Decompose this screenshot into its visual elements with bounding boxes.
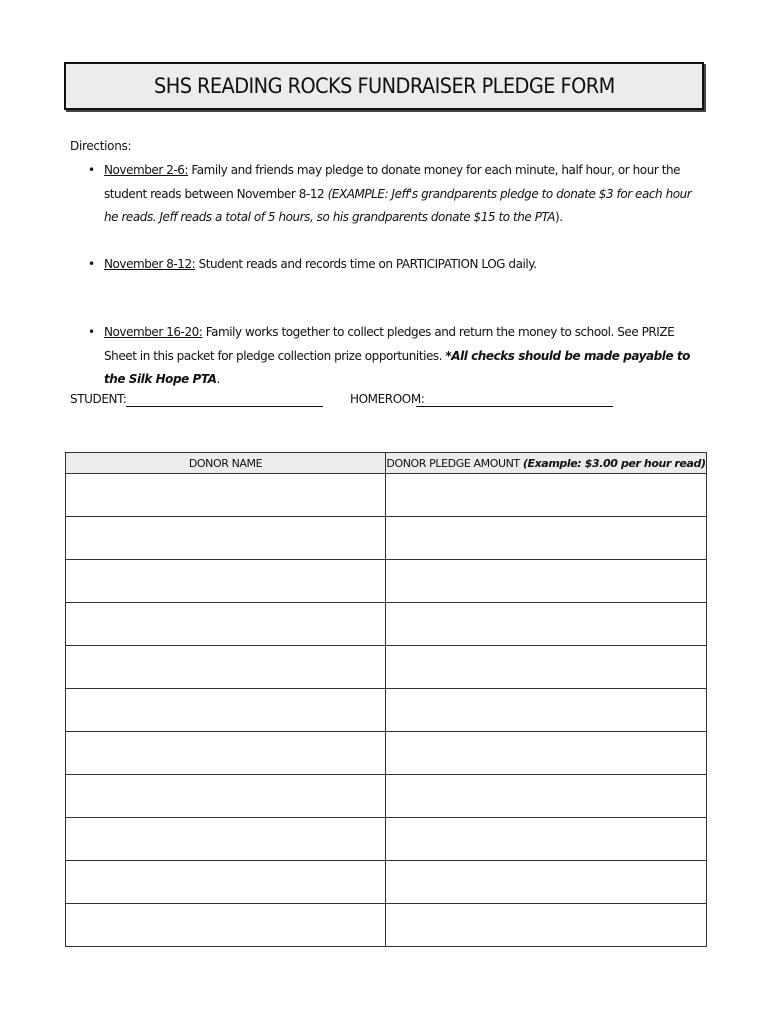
table-row: [66, 904, 707, 947]
pledge-amount-header: DONOR PLEDGE AMOUNT (Example: $3.00 per hour read): [386, 453, 707, 474]
direction-tail: ).: [555, 210, 563, 224]
table-row: [66, 775, 707, 818]
table-row: [66, 517, 707, 560]
bullet-dot-icon: •: [88, 257, 95, 271]
student-label: STUDENT:: [70, 392, 127, 406]
pledge-table: [65, 452, 707, 947]
direction-note: *All checks should be made payable to the Silk Hope PTA: [104, 348, 690, 386]
pledge-amount-cell[interactable]: [386, 818, 707, 861]
direction-tail: .: [216, 372, 220, 386]
homeroom-field[interactable]: [416, 406, 613, 407]
donor-name-cell[interactable]: [66, 560, 386, 603]
table-row: [66, 818, 707, 861]
pledge-amount-cell[interactable]: [386, 775, 707, 818]
donor-name-cell[interactable]: [66, 732, 386, 775]
directions-label: Directions:: [70, 139, 132, 153]
direction-example: (EXAMPLE: Jeff's grandparents pledge to donate $3 for each hour he reads. Jeff reads a total of 5 hours, so his grandparents donate $15 to the PTA: [104, 186, 692, 224]
direction-text: Family and friends may pledge to donate money for each minute, half hour, or hour the student reads between November 8-12: [104, 163, 681, 201]
pledge-amount-example: (Example: $3.00 per hour read): [522, 456, 706, 470]
pledge-amount-cell[interactable]: [386, 861, 707, 904]
table-row: [66, 861, 707, 904]
donor-name-cell[interactable]: [66, 603, 386, 646]
direction-date: November 8-12:: [104, 257, 196, 271]
bullet-dot-icon: •: [88, 163, 95, 177]
table-row: [66, 732, 707, 775]
pledge-amount-cell[interactable]: [386, 474, 707, 517]
student-field[interactable]: [126, 406, 323, 407]
direction-text: Family works together to collect pledges and return the money to school. See PRIZE Sheet in this packet for pledge collection prize opportunities.: [104, 325, 675, 363]
table-row: [66, 603, 707, 646]
table-row: [66, 689, 707, 732]
pledge-amount-cell[interactable]: [386, 517, 707, 560]
donor-name-cell[interactable]: [66, 861, 386, 904]
form-title-box: [64, 62, 704, 110]
donor-name-cell[interactable]: [66, 517, 386, 560]
pledge-amount-cell[interactable]: [386, 689, 707, 732]
pledge-amount-cell[interactable]: [386, 560, 707, 603]
pledge-amount-cell[interactable]: [386, 646, 707, 689]
pledge-amount-cell[interactable]: [386, 732, 707, 775]
table-row: [66, 474, 707, 517]
donor-name-cell[interactable]: [66, 904, 386, 947]
direction-date: November 2-6:: [104, 163, 189, 177]
donor-name-cell[interactable]: [66, 775, 386, 818]
pledge-amount-cell[interactable]: [386, 603, 707, 646]
direction-text: Student reads and records time on PARTICIPATION LOG daily.: [195, 257, 537, 271]
table-row: [66, 560, 707, 603]
donor-name-header: DONOR NAME: [66, 453, 386, 474]
bullet-dot-icon: •: [88, 325, 95, 339]
donor-name-cell[interactable]: [66, 474, 386, 517]
table-row: [66, 646, 707, 689]
donor-name-cell[interactable]: [66, 818, 386, 861]
donor-name-cell[interactable]: [66, 646, 386, 689]
donor-name-cell[interactable]: [66, 689, 386, 732]
direction-date: November 16-20:: [104, 325, 203, 339]
pledge-amount-cell[interactable]: [386, 904, 707, 947]
homeroom-label: HOMEROOM:: [350, 392, 425, 406]
table-header-row: [66, 453, 707, 474]
form-title: SHS READING ROCKS FUNDRAISER PLEDGE FORM: [153, 74, 615, 98]
